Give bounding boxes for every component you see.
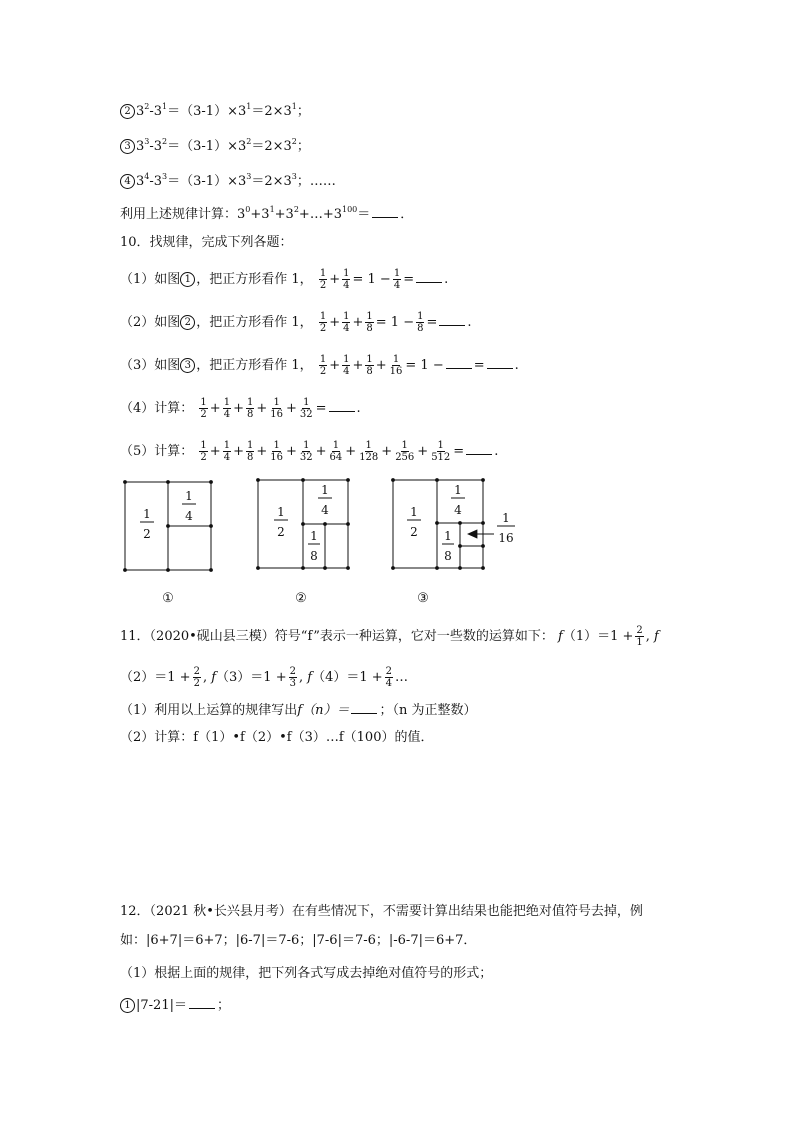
figure-3-caption: ③ [417, 591, 429, 606]
label-half-den: 2 [143, 527, 151, 541]
ellipsis: … [395, 670, 409, 685]
arrow-icon [468, 530, 477, 538]
q-note: ；（n 为正整数） [379, 703, 477, 718]
answer-blank[interactable] [416, 272, 442, 283]
label-sixteenth-num: 1 [502, 511, 510, 525]
answer-blank[interactable] [189, 998, 215, 1009]
p9-step2 [120, 103, 310, 121]
q-label: （5）计算： [120, 444, 194, 459]
semicolon: ； [216, 998, 230, 1013]
p10-heading: 10．找规律，完成下列各题： [120, 235, 293, 250]
answer-blank[interactable] [487, 358, 513, 369]
label-quarter-num: 1 [454, 483, 462, 497]
circled-number: 2 [120, 104, 135, 119]
p9-step3 [120, 138, 310, 156]
p11-heading-text: 11．（2020•砚山县三模）符号“f”表示一种运算，它对一些数的运算如下： [120, 629, 554, 644]
answer-blank[interactable] [446, 358, 472, 369]
p10-q1: （1）如图 1 ，把正方形看作 1， $\frac{1}{2}$ + $\frac{1}{4}$ = 1 − $\frac{1}{4}$ = . [120, 268, 449, 291]
label-half-den: 2 [410, 525, 418, 539]
p9-step4-expr: $3^4-3^3=(3-1)\times 3^3=2\times 3^3$；…… [136, 172, 336, 189]
p10-q2: （2）如图 2 ，把正方形看作 1， $\frac{1}{2}$ + $\frac{1}{4}$ + $\frac{1}{8}$ = 1 − $\frac{1}{8}$ = . [120, 311, 472, 334]
answer-blank[interactable] [466, 444, 492, 455]
q-text: （1）利用以上运算的规律写出 [120, 703, 298, 718]
label-eighth-den: 8 [310, 549, 318, 563]
label-quarter-den: 4 [185, 509, 193, 523]
fraction: $\frac{1}{2}$ [319, 268, 327, 291]
answer-blank[interactable] [329, 401, 355, 412]
q-label: （4）计算： [120, 401, 194, 416]
p12-item1 [120, 997, 230, 1015]
label-quarter-num: 1 [321, 483, 329, 497]
circled-number: 3 [180, 358, 195, 373]
label-half-num: 1 [410, 505, 418, 519]
p9-task-expr: $3^0+3^1+3^2+\dots+3^{100}=$ [237, 205, 371, 222]
p12-heading: 12．（2021 秋•长兴县月考）在有些情况下，不需要计算出结果也能把绝对值符号去掉，例 [120, 904, 643, 919]
label-half-num: 1 [277, 505, 285, 519]
p9-step3-expr: $3^3-3^2=(3-1)\times 3^2=2\times 3^2$； [136, 137, 310, 154]
q-label: （1）如图 [120, 272, 181, 287]
answer-blank[interactable] [439, 315, 465, 326]
label-eighth-num: 1 [310, 529, 318, 543]
circled-number: 4 [120, 174, 135, 189]
p9-task [120, 206, 413, 224]
label-quarter-den: 4 [321, 503, 329, 517]
q-text: ，把正方形看作 1， [196, 315, 313, 330]
p11-q1 [120, 702, 476, 720]
label-half-num: 1 [143, 507, 151, 521]
circled-number: 2 [180, 315, 195, 330]
p10-q5: （5）计算： $\frac{1}{2}$ + $\frac{1}{4}$ + $\frac{1}{8}$ + $\frac{1}{16}$ + $\frac{1}{32}$ + $\frac{1}{64}$ + $\frac{1}{128}$ + $\frac{1}{256}$ + $\frac{1}{512}$ = . [120, 440, 499, 463]
p9-step2-expr: $3^2-3^1=(3-1)\times 3^1=2\times 3^1$； [136, 102, 310, 119]
p11-line2: （2）＝1 + $\frac{2}{2}$ , f（3）＝1 + $\frac{2}{3}$ , f（4）＝1 + $\frac{2}{4}$ … [120, 666, 409, 689]
p11-heading: 11．（2020•砚山县三模）符号“f”表示一种运算，它对一些数的运算如下： f（1）＝1 + $\frac{2}{1}$ , f [120, 625, 659, 648]
answer-blank[interactable] [372, 207, 398, 218]
answer-blank[interactable] [351, 703, 377, 714]
circled-number: 1 [120, 998, 135, 1013]
label-quarter-num: 1 [185, 489, 193, 503]
q-label: （2）如图 [120, 315, 181, 330]
p10-q3: （3）如图 3 ，把正方形看作 1， $\frac{1}{2}$ + $\frac{1}{4}$ + $\frac{1}{8}$ + $\frac{1}{16}$ = 1 − = . [120, 354, 519, 377]
item-expr: |7-21|＝ [136, 998, 187, 1013]
label-quarter-den: 4 [454, 503, 462, 517]
square-figures [0, 478, 794, 608]
figure-2-caption: ② [295, 591, 307, 606]
label-half-den: 2 [277, 525, 285, 539]
figure-1-caption: ① [162, 591, 174, 606]
fraction: $\frac{1}{4}$ [343, 268, 350, 291]
q-text: ，把正方形看作 1， [196, 272, 313, 287]
p12-q1: （1）根据上面的规律，把下列各式写成去掉绝对值符号的形式； [120, 966, 493, 981]
label-eighth-den: 8 [444, 549, 452, 563]
label-sixteenth-den: 16 [498, 531, 514, 545]
circled-number: 3 [120, 139, 135, 154]
p12-line2: 如：|6+7|＝6+7；|6-7|＝7-6；|7-6|＝7-6；|-6-7|＝6+7． [120, 933, 477, 948]
circled-number: 1 [180, 272, 195, 287]
p10-q4: （4）计算： $\frac{1}{2}$ + $\frac{1}{4}$ + $\frac{1}{8}$ + $\frac{1}{16}$ + $\frac{1}{32}$ = . [120, 397, 361, 420]
period: ． [400, 207, 414, 222]
q-text: ，把正方形看作 1， [196, 358, 313, 373]
p9-task-prefix: 利用上述规律计算： [120, 207, 238, 222]
q-label: （3）如图 [120, 358, 181, 373]
q-expr: f（n）＝ [297, 703, 350, 718]
p11-q2: （2）计算：f（1）•f（2）•f（3）…f（100）的值． [120, 730, 434, 745]
p9-step4 [120, 173, 336, 191]
fraction: $\frac{1}{4}$ [393, 268, 401, 291]
label-eighth-num: 1 [444, 529, 452, 543]
